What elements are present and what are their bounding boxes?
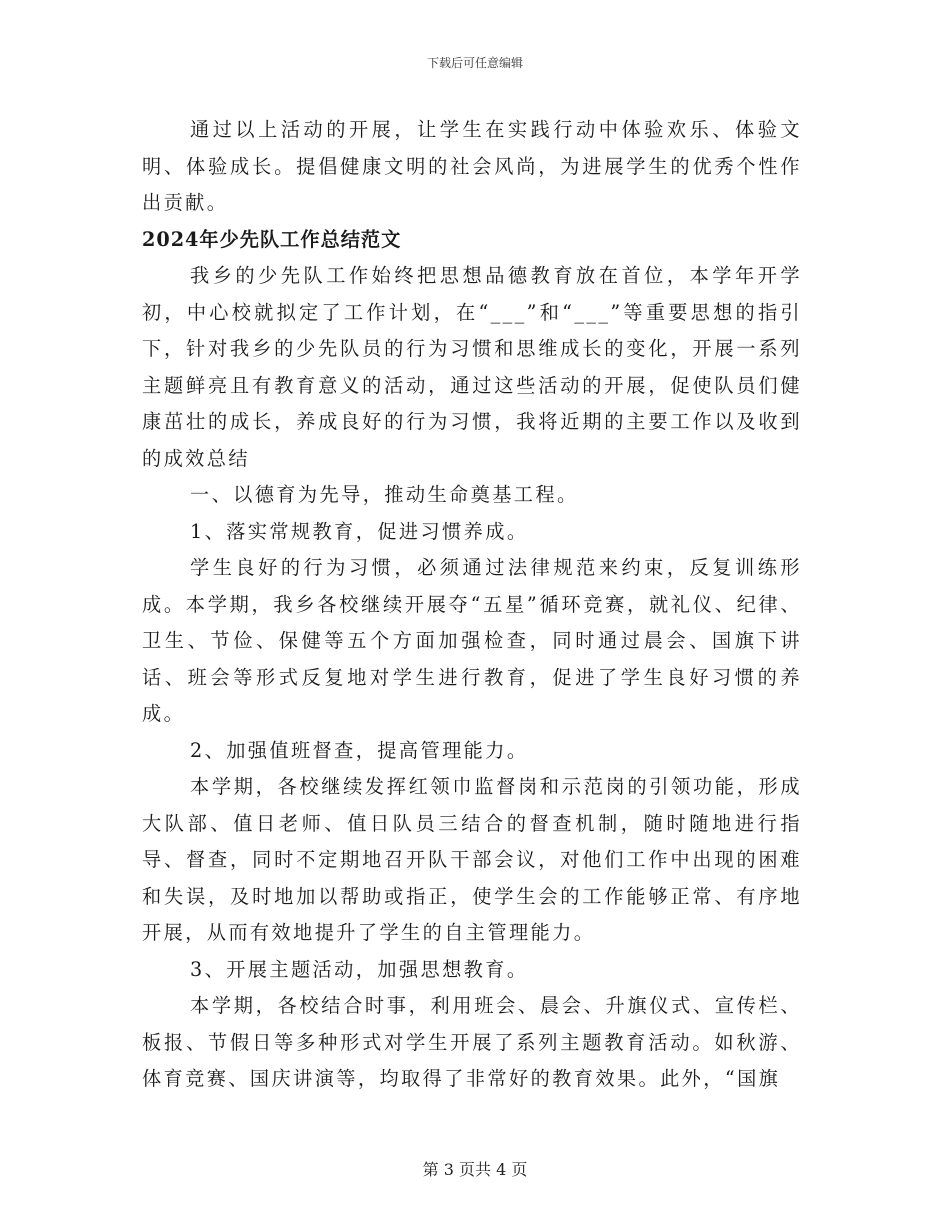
subsection-heading-2: 2、加强值班督查，提高管理能力。: [190, 738, 529, 762]
header-note: 下载后可任意编辑: [426, 56, 523, 70]
paragraph-intro: 我乡的少先队工作始终把思想品德教育放在首位，本学年开学初，中心校就拟定了工作计划，在“___”和“___”等重要思想的指引下，针对我乡的少先队员的行为习惯和思维成长的变化，开展一系列主题鲜亮且有教育意义的活动，通过这些活动的开展，促使队员们健康茁壮的成长，养成良好的行为习惯，我将近期的主要工作以及收到的成效总结: [142, 264, 802, 470]
page-number: 第 3 页共 4 页: [422, 1160, 528, 1179]
paragraph-closing: 通过以上活动的开展，让学生在实践行动中体验欢乐、体验文明、体验成长。提倡健康文明的社会风尚，为进展学生的优秀个性作出贡献。: [142, 118, 802, 214]
document-title: 2024年少先队工作总结范文: [142, 227, 402, 251]
paragraph-supervision: 本学期，各校继续发挥红领巾监督岗和示范岗的引领功能，形成大队部、值日老师、值日队员三结合的督查机制，随时随地进行指导、督查，同时不定期地召开队干部会议，对他们工作中出现的困难和失误，及时地加以帮助或指正，使学生会的工作能够正常、有序地开展，从而有效地提升了学生的自主管理能力。: [142, 775, 802, 944]
paragraph-habits: 学生良好的行为习惯，必须通过法律规范来约束，反复训练形成。本学期，我乡各校继续开展夺“五星”循环竞赛，就礼仪、纪律、卫生、节俭、保健等五个方面加强检查，同时通过晨会、国旗下讲话、班会等形式反复地对学生进行教育，促进了学生良好习惯的养成。: [142, 556, 802, 725]
subsection-heading-1: 1、落实常规教育，促进习惯养成。: [190, 519, 529, 543]
document-body: [142, 112, 802, 1098]
subsection-heading-3: 3、开展主题活动，加强思想教育。: [190, 957, 529, 981]
paragraph-activities: 本学期，各校结合时事，利用班会、晨会、升旗仪式、宣传栏、板报、节假日等多种形式对学生开展了系列主题教育活动。如秋游、体育竞赛、国庆讲演等，均取得了非常好的教育效果。此外，“国旗: [142, 994, 802, 1090]
section-heading-1: 一、以德育为先导，推动生命奠基工程。: [190, 483, 579, 506]
